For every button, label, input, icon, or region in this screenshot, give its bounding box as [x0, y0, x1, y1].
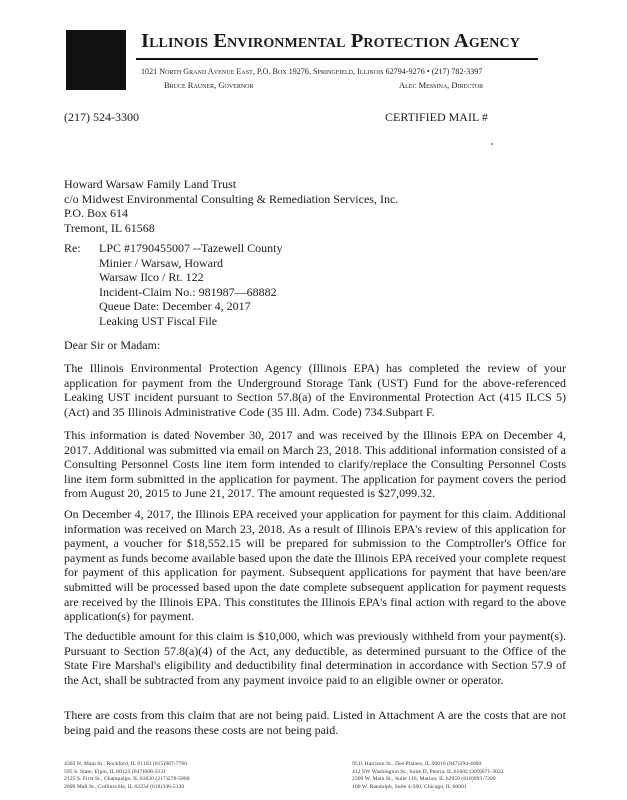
- footer-address: 9511 Harrison St., Des Plaines, IL 60016 (847)294-4000: [352, 761, 482, 767]
- agency-address: 1021 North Grand Avenue East, P.O. Box 19276, Springfield, Illinois 62794-9276 • (217) 782-3397: [141, 67, 483, 76]
- addressee-line: P.O. Box 614: [64, 206, 129, 220]
- footer-address: 100 W. Randolph, Suite 4-500, Chicago, IL 60601: [352, 783, 467, 790]
- body-paragraph: This information is dated November 30, 2017 and was received by the Illinois EPA on December 4, 2017. Additional was submitted via email on March 23, 2018. This additional information consisted of a Consulting Personnel Costs line item form intended to clarify/replace the Consulting Personnel Costs line item form submitted in the application for payment. The application for payment covers the period from August 20, 2015 to June 21, 2017. The amount requested is $27,099.32.: [64, 428, 566, 501]
- salutation: Dear Sir or Madam:: [64, 338, 161, 352]
- agency-logo: [66, 30, 126, 90]
- addressee-block: [64, 177, 398, 235]
- footer-address: 595 S. State, Elgin, IL 60123 (847)608-3131: [64, 768, 167, 775]
- director-name: Alec Messina, Director: [399, 80, 484, 90]
- governor-name: Bruce Rauner, Governor: [164, 80, 254, 90]
- reference-line: Queue Date: December 4, 2017: [99, 299, 251, 313]
- addressee-line: Howard Warsaw Family Land Trust: [64, 177, 237, 191]
- footer-address: 412 SW Washington St., Suite D, Peoria, IL 61602 (309)671-3022: [352, 768, 504, 775]
- footer-address: 4302 N. Main St., Rockford, IL 61103 (815)987-7760: [64, 761, 188, 767]
- footer-address: 2125 S. First St., Champaign, IL 61820 (217)278-5800: [64, 776, 190, 783]
- body-paragraph: On December 4, 2017, the Illinois EPA received your application for payment for this claim. Additional information was received on March 23, 2018. As a result of Illinois EPA's review of this application for payment, a voucher for $18,552.15 will be prepared for submission to the Comptroller's Office for payment as funds become available based upon the date the Illinois EPA received your complete request for payment of this application for payment. Subsequent applications for payment that have been/are submitted will be processed based upon the date complete subsequent application for payment requests are received by the Illinois EPA. This constitutes the Illinois EPA's final action with regard to the above application(s) for payment.: [64, 507, 566, 624]
- body-paragraph: The Illinois Environmental Protection Agency (Illinois EPA) has completed the review of your application for payment from the Underground Storage Tank (UST) Fund for the above-referenced Leaking UST incident pursuant to Section 57.8(a) of the Environmental Protection Act (415 ILCS 5) (Act) and 35 Illinois Administrative Code (35 Ill. Adm. Code) 734.Subpart F.: [64, 361, 566, 419]
- reference-block: [99, 241, 282, 328]
- footer-address: 2309 W. Main St., Suite 116, Marion, IL 62959 (618)993-7200: [352, 776, 496, 783]
- phone-number: (217) 524-3300: [64, 110, 139, 124]
- footer-offices-left: [64, 761, 190, 791]
- letterhead-divider: [136, 58, 538, 60]
- body-paragraph: The deductible amount for this claim is $10,000, which was previously withheld from your payment(s). Pursuant to Section 57.8(a)(4) of the Act, any deductible, as determined pursuant to the Office of the State Fire Marshal's eligibility and deductibility final determination in accordance with Section 57.9 of the Act, shall be subtracted from any payment invoice paid to an eligible owner or operator.: [64, 629, 566, 687]
- addressee-line: Tremont, IL 61568: [64, 220, 155, 235]
- reference-line: LPC #1790455007 --Tazewell County: [99, 241, 283, 255]
- reference-line: Leaking UST Fiscal File: [99, 313, 218, 328]
- addressee-line: c/o Midwest Environmental Consulting & Remediation Services, Inc.: [64, 191, 399, 206]
- certified-mail-label: CERTIFIED MAIL #: [385, 110, 488, 124]
- scan-speck: [491, 143, 493, 145]
- reference-line: Warsaw Ilco / Rt. 122: [99, 270, 204, 284]
- reference-line: Incident-Claim No.: 981987—68882: [99, 284, 277, 299]
- footer-address: 2009 Mall St., Collinsville, IL 62234 (618)346-5120: [64, 783, 185, 790]
- footer-offices-right: [352, 761, 504, 791]
- agency-name: Illinois Environmental Protection Agency: [141, 30, 520, 52]
- body-paragraph: There are costs from this claim that are not being paid. Listed in Attachment A are the costs that are not being paid and the reasons these costs are not being paid.: [64, 708, 566, 737]
- reference-label: Re:: [64, 241, 81, 255]
- reference-line: Minier / Warsaw, Howard: [99, 255, 224, 270]
